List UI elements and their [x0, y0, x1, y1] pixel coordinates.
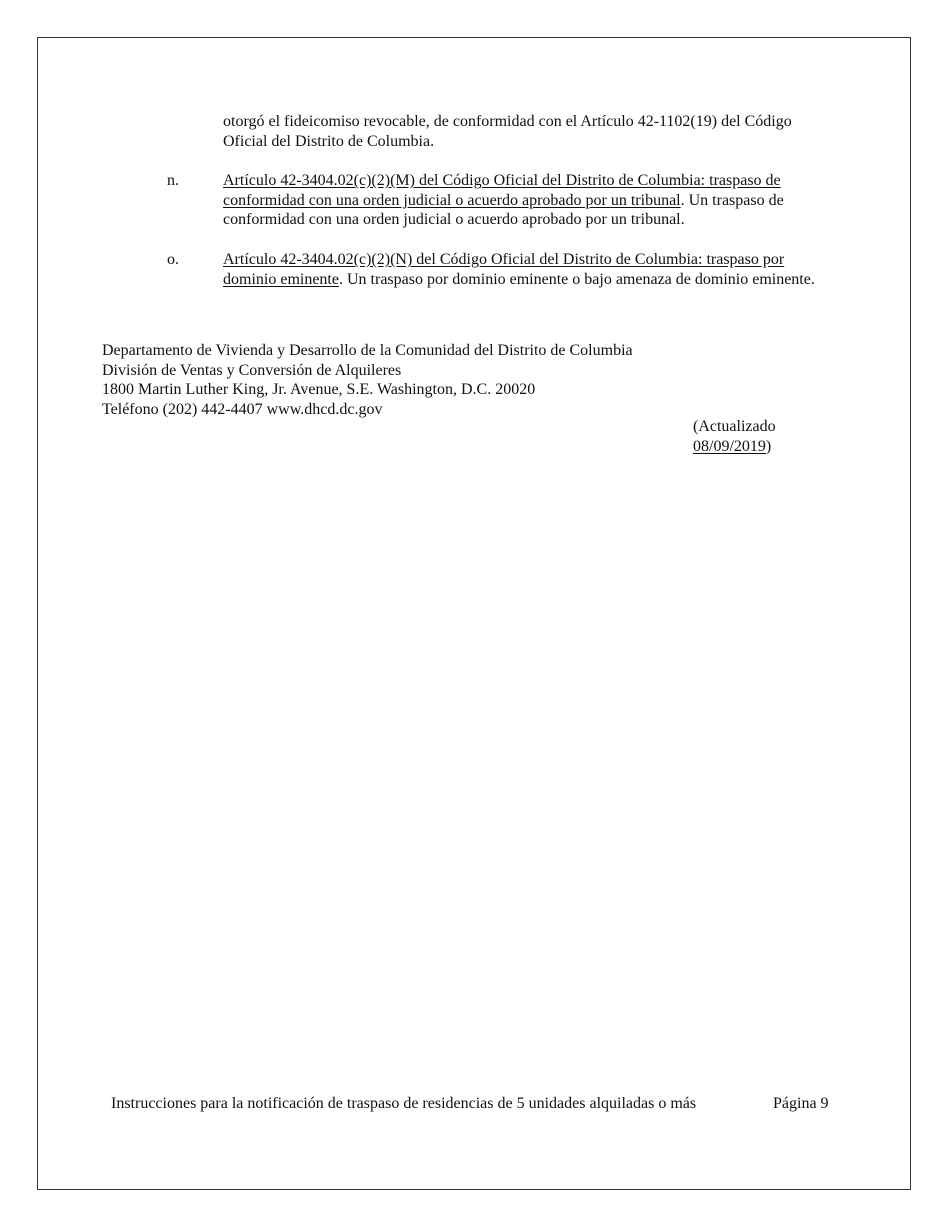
- updated-suffix: ): [765, 437, 772, 455]
- item-n-heading: Artículo 42-3404.02(c)(2)(M) del Código Oficial del Distrito de Columbia: traspaso de conformidad con una orden judicial o acuerdo aprobado por un tribunal: [223, 172, 781, 209]
- footer-page-number: Página 9: [773, 1095, 829, 1112]
- continuation-paragraph: [223, 112, 838, 151]
- address-line: 1800 Martin Luther King, Jr. Avenue, S.E. Washington, D.C. 20020: [102, 381, 536, 398]
- footer-title: Instrucciones para la notificación de traspaso de residencias de 5 unidades alquiladas o más: [111, 1095, 697, 1112]
- updated-prefix: (Actualizado: [693, 418, 776, 435]
- updated-date: 08/09/2019: [693, 437, 766, 455]
- item-marker-o: o.: [167, 251, 179, 268]
- continuation-text: otorgó el fideicomiso revocable, de conformidad con el Artículo 42-1102(19) del Código Oficial del Distrito de Columbia.: [223, 113, 792, 150]
- item-n-body: . Un traspaso de conformidad con una orden judicial o acuerdo aprobado por un tribunal.: [223, 191, 784, 228]
- updated-note: [693, 417, 776, 456]
- item-o-heading: Artículo 42-3404.02(c)(2)(N) del Código Oficial del Distrito de Columbia: traspaso por dominio eminente: [223, 251, 785, 288]
- department-name: Departamento de Vivienda y Desarrollo de la Comunidad del Distrito de Columbia: [102, 342, 633, 359]
- item-marker-n: n.: [167, 172, 179, 189]
- item-n-paragraph: [223, 171, 835, 230]
- item-o-body: . Un traspaso por dominio eminente o bajo amenaza de dominio eminente.: [338, 270, 815, 288]
- division-name: División de Ventas y Conversión de Alquileres: [102, 361, 402, 379]
- phone-web-line: Teléfono (202) 442-4407 www.dhcd.dc.gov: [102, 400, 383, 418]
- contact-block: [102, 341, 633, 419]
- item-o-paragraph: [223, 250, 823, 289]
